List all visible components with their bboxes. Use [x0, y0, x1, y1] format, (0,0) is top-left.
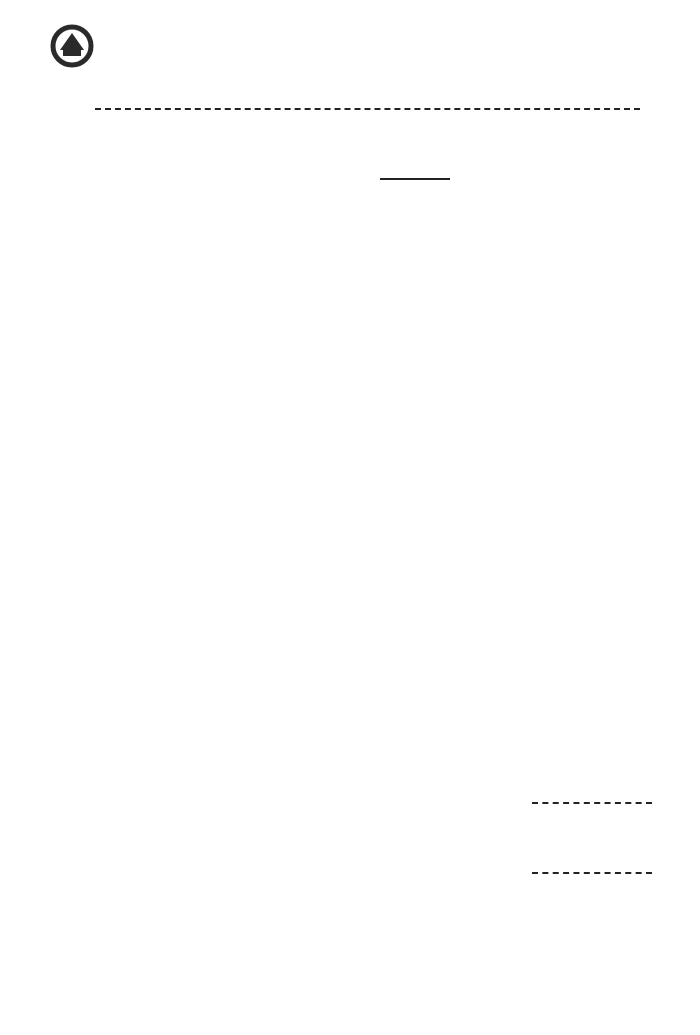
- classification-top: [0, 22, 700, 58]
- evaluation-value: [430, 820, 590, 840]
- paragraph-3-line: [48, 682, 658, 710]
- paragraph-1-line: [48, 248, 658, 276]
- paragraph-2-line: [48, 406, 658, 434]
- page-marker: [0, 84, 700, 102]
- paragraph-3-line: [48, 738, 658, 766]
- evaluation-label: [532, 782, 652, 804]
- paragraph-2-line: [48, 574, 658, 602]
- paragraph-2-line: [48, 630, 658, 658]
- paragraph-2-line: [48, 462, 658, 490]
- actions-value: [380, 890, 560, 910]
- paragraph-1-line: [48, 276, 658, 304]
- paragraph-1-line: [48, 192, 658, 220]
- paragraph-1-line: [48, 220, 658, 248]
- paragraph-3-line: [48, 710, 658, 738]
- paragraph-2: [48, 350, 658, 686]
- paragraph-3: [48, 682, 658, 766]
- paragraph-2-line: [48, 350, 658, 378]
- logo-caption: [16, 66, 136, 76]
- paragraph-2-line: [48, 434, 658, 462]
- paragraph-2-line: [48, 378, 658, 406]
- paragraph-2-line: [48, 490, 658, 518]
- file-reference: [60, 928, 160, 948]
- classification-bottom: [0, 980, 700, 1016]
- paragraph-2-line: [48, 546, 658, 574]
- page-number: [8, 1008, 68, 1028]
- subject-underline: [380, 178, 450, 180]
- paragraph-2-line: [48, 602, 658, 630]
- header-divider: [95, 108, 640, 110]
- paragraph-2-line: [48, 518, 658, 546]
- actions-label: [532, 852, 652, 874]
- paragraph-1: [48, 192, 658, 332]
- paragraph-1-line: [48, 304, 658, 332]
